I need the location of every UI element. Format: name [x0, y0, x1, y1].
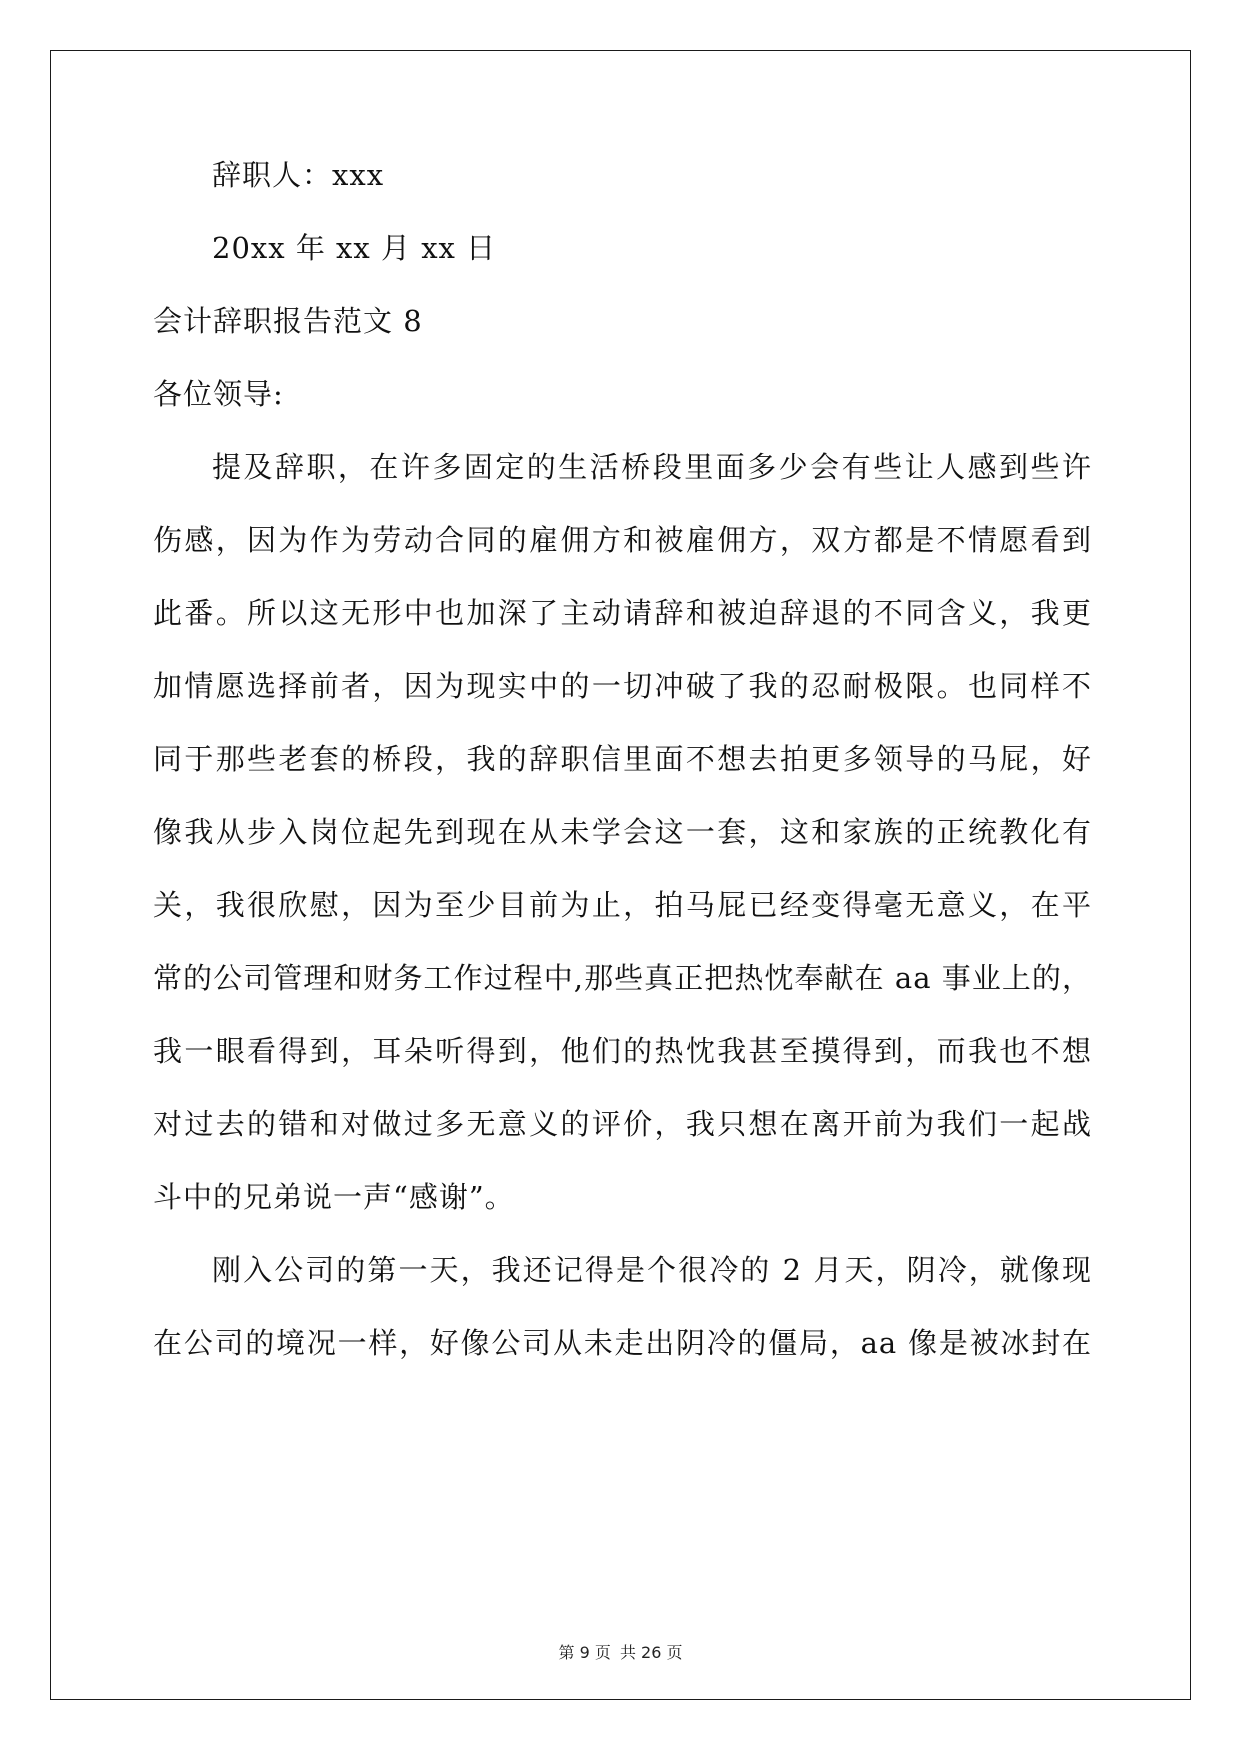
page-border — [50, 50, 1191, 1700]
paragraph1-line: 我一眼看得到，耳朵听得到，他们的热忱我甚至摸得到，而我也不想 — [153, 1034, 1092, 1068]
paragraph2-line: 刚入公司的第一天，我还记得是个很冷的 2 月天，阴冷，就像现 — [212, 1253, 1092, 1287]
paragraph1-line: 提及辞职，在许多固定的生活桥段里面多少会有些让人感到些许 — [212, 450, 1092, 484]
page-footer — [0, 1640, 1241, 1663]
paragraph1-line: 像我从步入岗位起先到现在从未学会这一套，这和家族的正统教化有 — [153, 815, 1092, 849]
resigner-line: 辞职人：xxx — [212, 158, 385, 192]
section-title: 会计辞职报告范文 8 — [153, 304, 423, 338]
paragraph1-line: 伤感，因为作为劳动合同的雇佣方和被雇佣方，双方都是不情愿看到 — [153, 523, 1092, 557]
paragraph2-line: 在公司的境况一样，好像公司从未走出阴冷的僵局，aa 像是被冰封在 — [153, 1326, 1092, 1360]
salutation: 各位领导: — [153, 377, 284, 411]
paragraph1-line: 同于那些老套的桥段，我的辞职信里面不想去拍更多领导的马屁，好 — [153, 742, 1092, 776]
paragraph1-line: 关，我很欣慰，因为至少目前为止，拍马屁已经变得毫无意义，在平 — [153, 888, 1092, 922]
page-total: 共 26 页 — [619, 1643, 683, 1662]
date-line: 20xx 年 xx 月 xx 日 — [212, 231, 497, 265]
paragraph1-line: 此番。所以这无形中也加深了主动请辞和被迫辞退的不同含义，我更 — [153, 596, 1092, 630]
paragraph1-line: 斗中的兄弟说一声“感谢”。 — [153, 1180, 515, 1214]
paragraph1-line: 对过去的错和对做过多无意义的评价，我只想在离开前为我们一起战 — [153, 1107, 1092, 1141]
paragraph1-line: 加情愿选择前者，因为现实中的一切冲破了我的忍耐极限。也同样不 — [153, 669, 1092, 703]
paragraph1-line: 常的公司管理和财务工作过程中,那些真正把热忱奉献在 aa 事业上的， — [153, 961, 1092, 995]
page-number: 第 9 页 — [558, 1643, 611, 1662]
